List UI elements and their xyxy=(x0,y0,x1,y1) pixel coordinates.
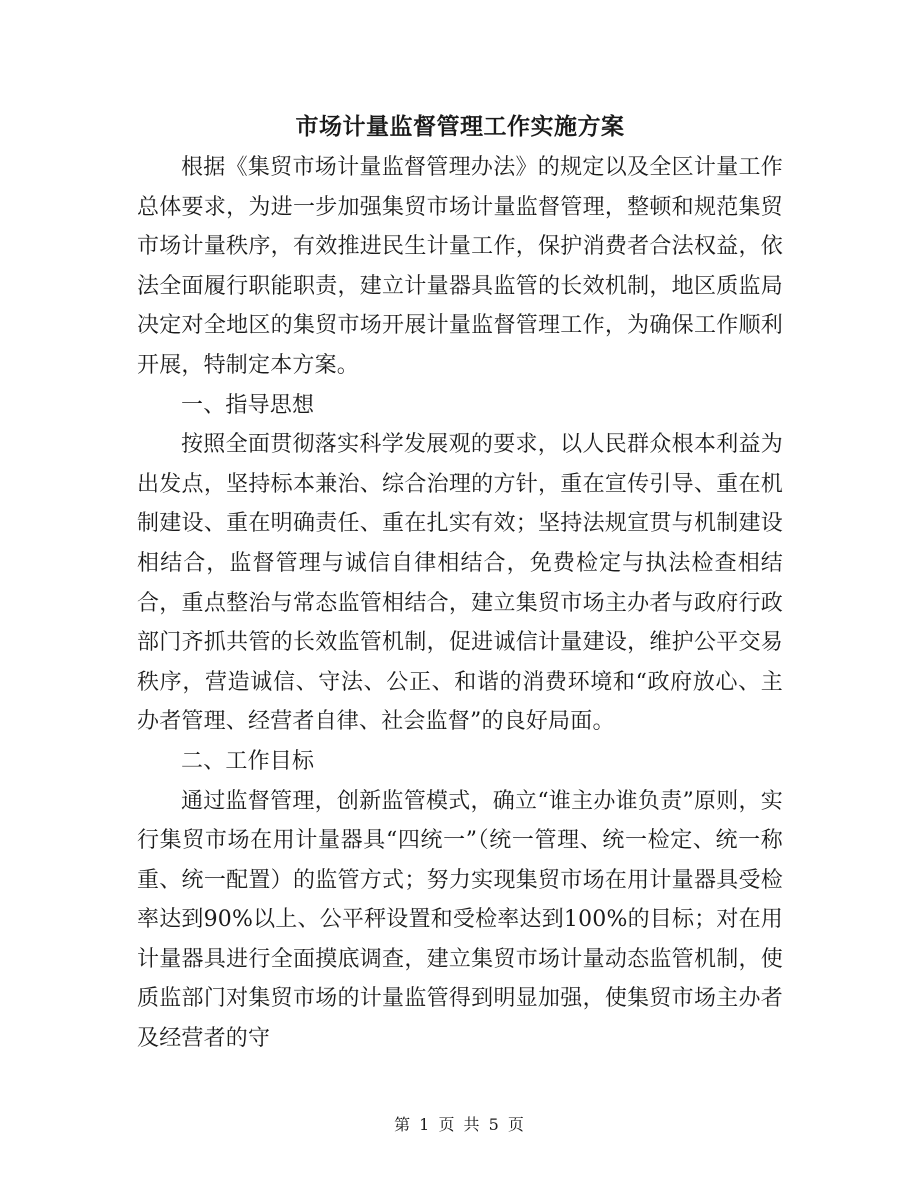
section-heading-guiding-ideology: 一、指导思想 xyxy=(181,392,315,418)
intro-paragraph: 根据《集贸市场计量监督管理办法》的规定以及全区计量工作总体要求，为进一步加强集贸市场计量监督管理，整顿和规范集贸市场计量秩序，有效推进民生计量工作，保护消费者合法权益，依法全面履行职能职责，建立计量器具监管的长效机制，地区质监局决定对全地区的集贸市场开展计量监督管理工作，为确保工作顺利开展，特制定本方案。 xyxy=(137,155,783,378)
page-number-footer: 第 1 页 共 5 页 xyxy=(394,1115,526,1134)
section-heading-work-goals: 二、工作目标 xyxy=(181,748,315,774)
document-body xyxy=(137,148,783,1059)
guiding-ideology-paragraph: 按照全面贯彻落实科学发展观的要求，以人民群众根本利益为出发点，坚持标本兼治、综合治理的方针，重在宣传引导、重在机制建设、重在明确责任、重在扎实有效；坚持法规宣贯与机制建设相结合，监督管理与诚信自律相结合，免费检定与执法检查相结合，重点整治与常态监管相结合，建立集贸市场主办者与政府行政部门齐抓共管的长效监管机制，促进诚信计量建设，维护公平交易秩序，营造诚信、守法、公正、和谐的消费环境和“政府放心、主办者管理、经营者自律、社会监督”的良好局面。 xyxy=(137,432,783,735)
document-title: 市场计量监督管理工作实施方案 xyxy=(295,114,625,140)
work-goals-paragraph: 通过监督管理，创新监管模式，确立“谁主办谁负责”原则，实行集贸市场在用计量器具“四统一”（统一管理、统一检定、统一称重、统一配置）的监管方式；努力实现集贸市场在用计量器具受检率达到90%以上、公平秤设置和受检率达到100%的目标；对在用计量器具进行全面摸底调查，建立集贸市场计量动态监管机制，使质监部门对集贸市场的计量监管得到明显加强，使集贸市场主办者及经营者的守 xyxy=(137,788,783,1052)
